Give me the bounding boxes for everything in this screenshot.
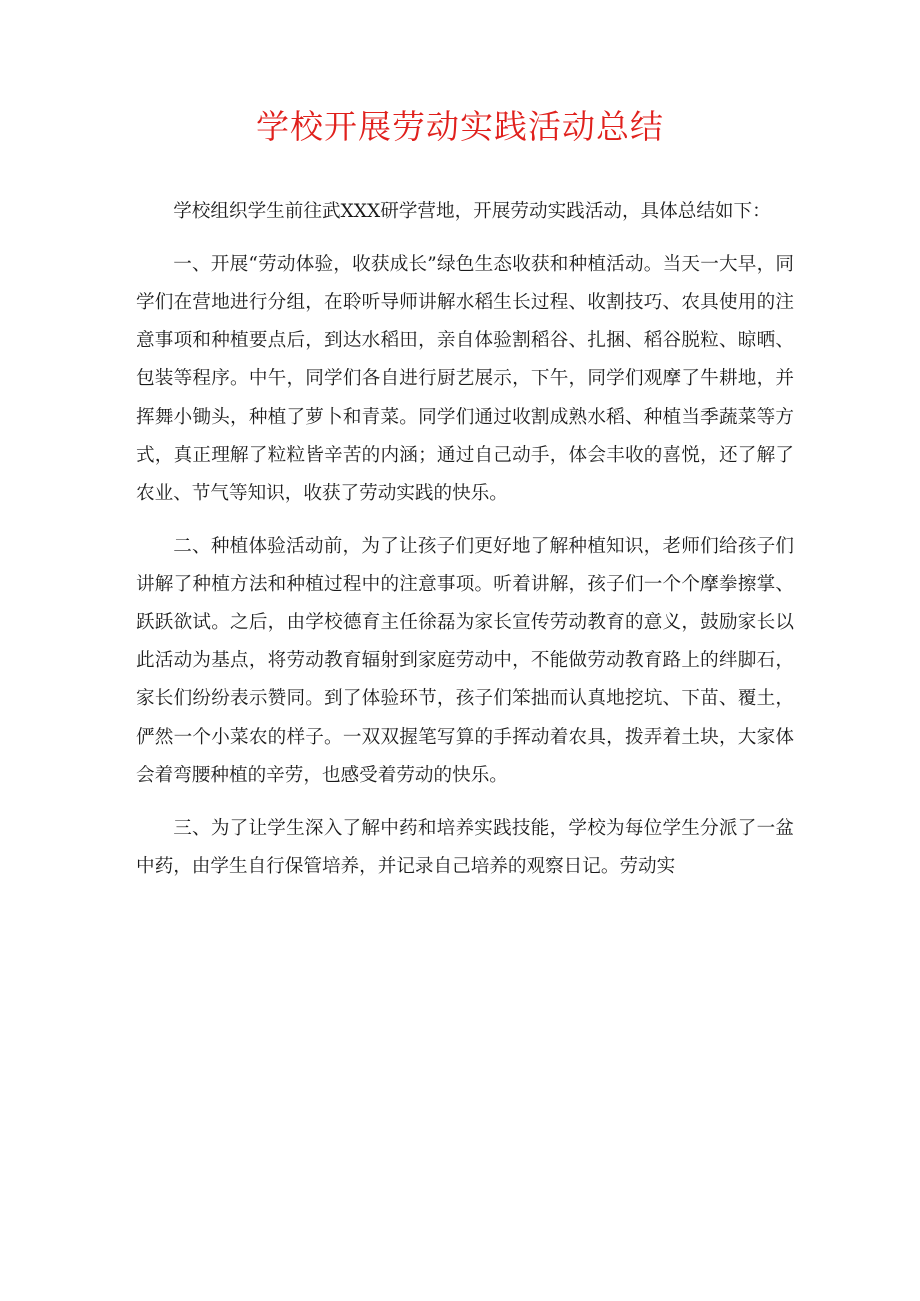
paragraph-section-2: 二、种植体验活动前，为了让孩子们更好地了解种植知识，老师们给孩子们讲解了种植方法和种植过程中的注意事项。听着讲解，孩子们一个个摩拳擦掌、跃跃欲试。之后，由学校德育主任徐磊为家长宣传劳动教育的意义，鼓励家长以此活动为基点，将劳动教育辐射到家庭劳动中，不能做劳动教育路上的绊脚石，家长们纷纷表示赞同。到了体验环节，孩子们笨拙而认真地挖坑、下苗、覆土，俨然一个小菜农的样子。一双双握笔写算的手挥动着农具，拨弄着土块，大家体会着弯腰种植的辛劳，也感受着劳动的快乐。 [136, 535, 794, 786]
document-title: 学校开展劳动实践活动总结 [256, 107, 664, 146]
paragraph-section-1: 一、开展“劳动体验，收获成长”绿色生态收获和种植活动。当天一大早，同学们在营地进行分组，在聆听导师讲解水稻生长过程、收割技巧、农具使用的注意事项和种植要点后，到达水稻田，亲自体验割稻谷、扎捆、稻谷脱粒、晾晒、包装等程序。中午，同学们各自进行厨艺展示，下午，同学们观摩了牛耕地，并挥舞小锄头，种植了萝卜和青菜。同学们通过收割成熟水稻、种植当季蔬菜等方式，真正理解了粒粒皆辛苦的内涵；通过自己动手，体会丰收的喜悦，还了解了农业、节气等知识，收获了劳动实践的快乐。 [136, 253, 794, 504]
document-body [136, 193, 794, 900]
paragraph-section-3: 三、为了让学生深入了解中药和培养实践技能，学校为每位学生分派了一盆中药，由学生自行保管培养，并记录自己培养的观察日记。劳动实 [136, 817, 794, 877]
paragraph-intro: 学校组织学生前往武XXX研学营地，开展劳动实践活动，具体总结如下： [173, 201, 771, 222]
